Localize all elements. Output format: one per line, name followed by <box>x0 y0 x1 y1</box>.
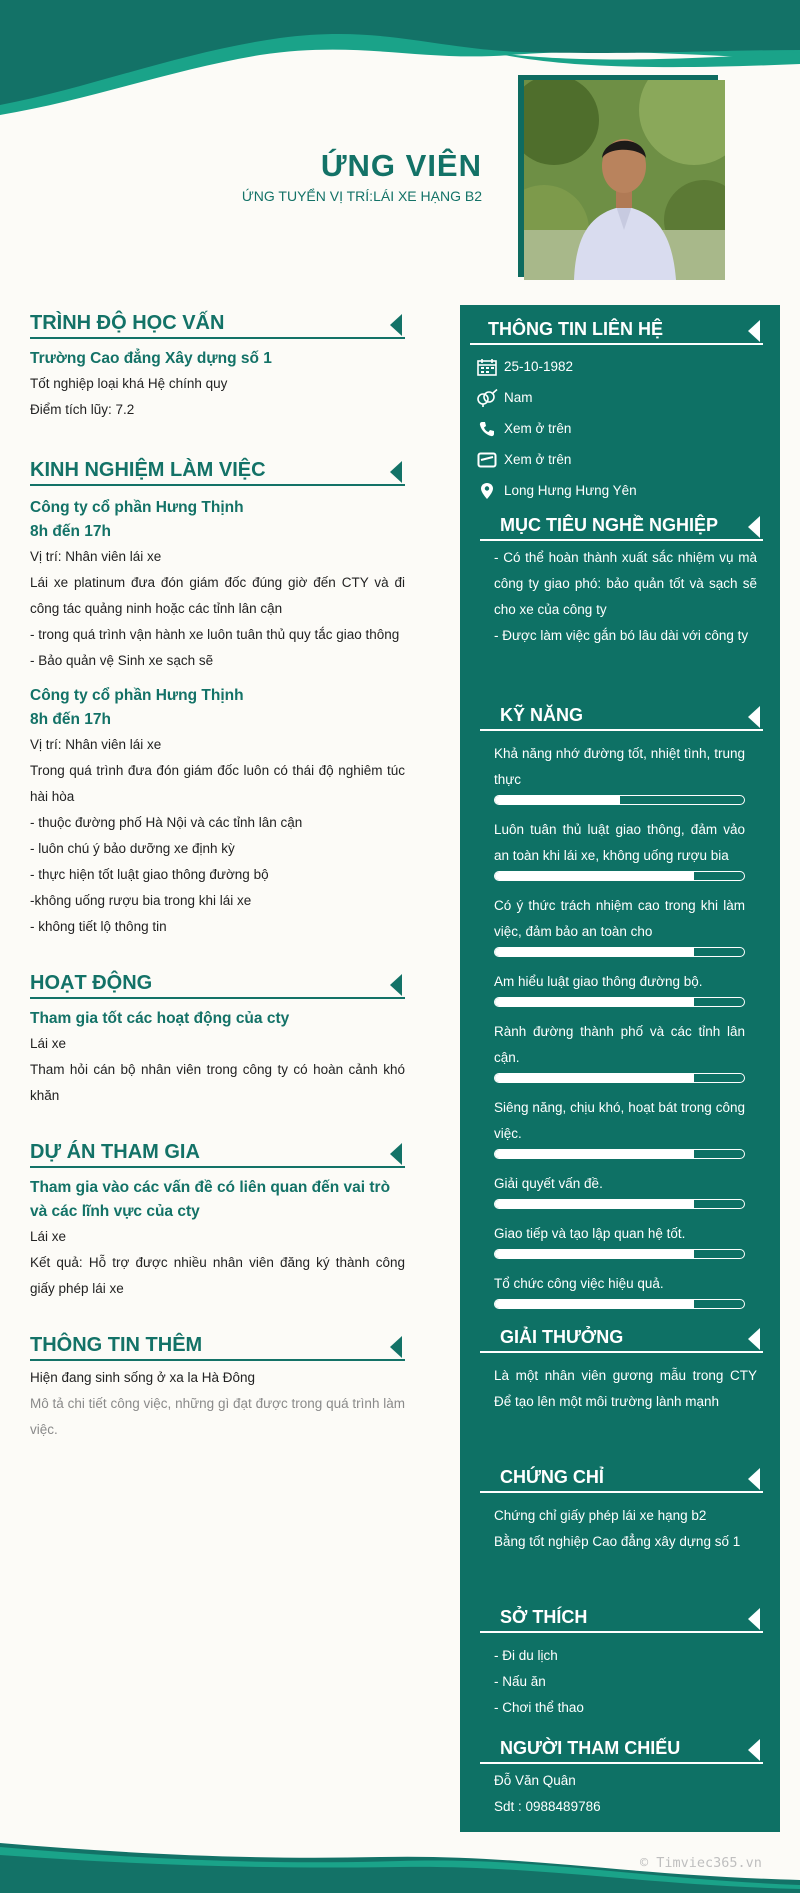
contact-value: 25-10-1982 <box>504 359 574 374</box>
job-line: - trong quá trình vận hành xe luôn tuân thủ quy tắc giao thông <box>30 627 400 642</box>
contact-address <box>470 475 763 506</box>
skill-item <box>494 1221 745 1259</box>
left-column <box>30 300 405 1443</box>
skill-item <box>494 817 745 881</box>
skill-level-bar <box>494 1299 745 1309</box>
more-info-title <box>30 1334 405 1361</box>
contact-title-text: THÔNG TIN LIÊN HỆ <box>488 319 663 339</box>
hobbies-title <box>480 1607 763 1633</box>
experience-title-text: KINH NGHIỆM LÀM VIỆC <box>30 459 266 481</box>
experience-title <box>30 459 405 486</box>
skill-label: Giải quyết vấn đề. <box>494 1176 603 1191</box>
projects-title-text: DỰ ÁN THAM GIA <box>30 1141 200 1163</box>
certificate-line: Chứng chỉ giấy phép lái xe hạng b2 <box>494 1508 707 1523</box>
skill-level-fill <box>495 998 694 1006</box>
hobbies-section <box>480 1607 763 1721</box>
skill-level-fill <box>495 1074 694 1082</box>
skill-level-fill <box>495 796 620 804</box>
right-column-panel <box>460 305 780 1832</box>
job-time: 8h đến 17h <box>30 711 111 728</box>
triangle-marker-icon <box>390 1143 402 1165</box>
project-line: Kết quả: Hỗ trợ được nhiều nhân viên đăng ký thành công giấy phép lái xe <box>30 1255 405 1296</box>
projects-section <box>30 1141 405 1302</box>
education-line: Điểm tích lũy: 7.2 <box>30 402 135 417</box>
job-company: Công ty cổ phần Hưng Thịnh <box>30 687 244 704</box>
triangle-marker-icon <box>390 1336 402 1358</box>
activities-title-text: HOẠT ĐỘNG <box>30 972 153 994</box>
email-icon <box>470 452 504 468</box>
skill-level-fill <box>495 1200 694 1208</box>
triangle-marker-icon <box>748 1608 760 1630</box>
skill-item <box>494 893 745 957</box>
skill-level-fill <box>495 1150 694 1158</box>
school-name: Trường Cao đẳng Xây dựng số 1 <box>30 350 272 367</box>
references-section <box>480 1738 763 1820</box>
certificates-title-text: CHỨNG CHỈ <box>500 1467 604 1487</box>
phone-icon <box>470 421 504 437</box>
project-line: Lái xe <box>30 1229 67 1244</box>
more-info-section <box>30 1334 405 1443</box>
candidate-photo <box>524 80 725 280</box>
contact-value: Long Hưng Hưng Yên <box>504 483 637 498</box>
contact-value: Nam <box>504 390 533 405</box>
reference-line: Sdt : 0988489786 <box>494 1799 601 1814</box>
education-line: Tốt nghiệp loại khá Hệ chính quy <box>30 376 228 391</box>
triangle-marker-icon <box>748 1328 760 1350</box>
reference-line: Đỗ Văn Quân <box>494 1773 576 1788</box>
skill-level-bar <box>494 947 745 957</box>
education-title <box>30 312 405 339</box>
awards-text: Là một nhân viên gương mẫu trong CTY Để tạo lên một môi trường lành mạnh <box>494 1368 757 1409</box>
skills-list <box>480 741 763 1309</box>
contact-section <box>470 319 763 506</box>
activity-line: Tham hỏi cán bộ nhân viên trong công ty có hoàn cảnh khó khăn <box>30 1062 405 1103</box>
skill-label: Am hiểu luật giao thông đường bộ. <box>494 974 703 989</box>
skill-level-bar <box>494 871 745 881</box>
awards-section <box>480 1327 763 1415</box>
skill-level-bar <box>494 1249 745 1259</box>
references-title-text: NGƯỜI THAM CHIẾU <box>500 1738 681 1758</box>
activity-line: Lái xe <box>30 1036 67 1051</box>
skill-label: Có ý thức trách nhiệm cao trong khi làm việc, đảm bảo an toàn cho <box>494 898 745 939</box>
objective-line: - Có thể hoàn thành xuất sắc nhiệm vụ mà công ty giao phó: bảo quản tốt và sạch sẽ cho xe của công ty <box>494 550 757 617</box>
triangle-marker-icon <box>748 516 760 538</box>
contact-gender <box>470 382 763 413</box>
skill-label: Khả năng nhớ đường tốt, nhiệt tình, trung thực <box>494 746 745 787</box>
skill-level-bar <box>494 1199 745 1209</box>
triangle-marker-icon <box>390 974 402 996</box>
awards-title-text: GIẢI THƯỞNG <box>500 1327 624 1347</box>
skills-title <box>480 705 763 731</box>
contact-title <box>470 319 763 345</box>
job-line: Trong quá trình đưa đón giám đốc luôn có thái độ nghiêm túc hài hòa <box>30 763 405 804</box>
skill-item <box>494 1171 745 1209</box>
objective-section <box>480 515 763 649</box>
more-info-line: Hiện đang sinh sống ở xa la Hà Đông <box>30 1370 255 1385</box>
job-line: Vị trí: Nhân viên lái xe <box>30 737 162 752</box>
skill-level-fill <box>495 872 694 880</box>
job-item <box>30 684 405 940</box>
candidate-name: ỨNG VIÊN <box>320 148 482 183</box>
experience-section <box>30 459 405 940</box>
skill-level-fill <box>495 1250 694 1258</box>
contact-value: Xem ở trên <box>504 452 572 467</box>
skill-level-fill <box>495 948 694 956</box>
references-title <box>480 1738 763 1764</box>
hobby-line: - Chơi thể thao <box>494 1700 584 1715</box>
triangle-marker-icon <box>390 461 402 483</box>
activities-section <box>30 972 405 1109</box>
job-company: Công ty cổ phần Hưng Thịnh <box>30 499 244 516</box>
skills-title-text: KỸ NĂNG <box>500 705 584 725</box>
skill-label: Rành đường thành phố và các tỉnh lân cận. <box>494 1024 745 1065</box>
certificates-section <box>480 1467 763 1555</box>
education-section <box>30 312 405 423</box>
watermark: © Timviec365.vn <box>640 1855 762 1871</box>
job-time: 8h đến 17h <box>30 523 111 540</box>
skill-item <box>494 1271 745 1309</box>
projects-title <box>30 1141 405 1168</box>
triangle-marker-icon <box>748 1739 760 1761</box>
awards-title <box>480 1327 763 1353</box>
skill-level-fill <box>495 1300 694 1308</box>
job-item <box>30 496 405 674</box>
objective-title <box>480 515 763 541</box>
calendar-icon <box>470 358 504 376</box>
skill-level-bar <box>494 997 745 1007</box>
map-pin-icon <box>470 482 504 500</box>
contact-birthday <box>470 351 763 382</box>
more-info-placeholder: Mô tả chi tiết công việc, những gì đạt được trong quá trình làm việc. <box>30 1396 405 1437</box>
activity-head: Tham gia tốt các hoạt động của cty <box>30 1010 290 1027</box>
contact-email <box>470 444 763 475</box>
hobby-line: - Nấu ăn <box>494 1674 546 1689</box>
objective-title-text: MỤC TIÊU NGHỀ NGHIỆP <box>500 515 719 535</box>
certificates-title <box>480 1467 763 1493</box>
activities-title <box>30 972 405 999</box>
skill-level-bar <box>494 1073 745 1083</box>
hobby-line: - Đi du lịch <box>494 1648 558 1663</box>
gender-icon <box>470 389 504 407</box>
skill-label: Siêng năng, chịu khó, hoạt bát trong công việc. <box>494 1100 745 1141</box>
job-line: - luôn chú ý bảo dưỡng xe định kỳ <box>30 841 235 856</box>
skill-item <box>494 741 745 805</box>
education-title-text: TRÌNH ĐỘ HỌC VẤN <box>30 312 225 334</box>
skill-item <box>494 1019 745 1083</box>
triangle-marker-icon <box>748 320 760 342</box>
skill-label: Tổ chức công việc hiệu quả. <box>494 1276 664 1291</box>
skill-level-bar <box>494 795 745 805</box>
skill-item <box>494 1095 745 1159</box>
more-info-title-text: THÔNG TIN THÊM <box>30 1334 203 1356</box>
triangle-marker-icon <box>748 706 760 728</box>
skills-section <box>480 705 763 1321</box>
triangle-marker-icon <box>748 1468 760 1490</box>
skill-label: Luôn tuân thủ luật giao thông, đảm vảo an toàn khi lái xe, không uống rượu bia <box>494 822 745 863</box>
contact-phone <box>470 413 763 444</box>
job-line: - Bảo quản vệ Sinh xe sạch sẽ <box>30 653 214 668</box>
job-line: - thực hiện tốt luật giao thông đường bộ <box>30 867 269 882</box>
objective-line: - Được làm việc gắn bó lâu dài với công ty <box>494 628 749 643</box>
skill-level-bar <box>494 1149 745 1159</box>
job-line: -không uống rượu bia trong khi lái xe <box>30 893 252 908</box>
certificate-line: Bằng tốt nghiệp Cao đẳng xây dựng số 1 <box>494 1534 741 1549</box>
job-line: Vị trí: Nhân viên lái xe <box>30 549 162 564</box>
job-line: Lái xe platinum đưa đón giám đốc đúng giờ đến CTY và đi công tác quảng ninh hoặc các tỉnh lân cận <box>30 575 405 616</box>
skill-label: Giao tiếp và tạo lập quan hệ tốt. <box>494 1226 686 1241</box>
triangle-marker-icon <box>390 314 402 336</box>
skill-item <box>494 969 745 1007</box>
job-line: - không tiết lộ thông tin <box>30 919 167 934</box>
applied-position: ỨNG TUYỂN VỊ TRÍ:LÁI XE HẠNG B2 <box>241 188 482 204</box>
contact-value: Xem ở trên <box>504 421 572 436</box>
hobbies-title-text: SỞ THÍCH <box>500 1607 588 1627</box>
job-line: - thuộc đường phố Hà Nội và các tỉnh lân cận <box>30 815 303 830</box>
project-head: Tham gia vào các vấn đề có liên quan đến vai trò và các lĩnh vực của cty <box>30 1179 391 1220</box>
